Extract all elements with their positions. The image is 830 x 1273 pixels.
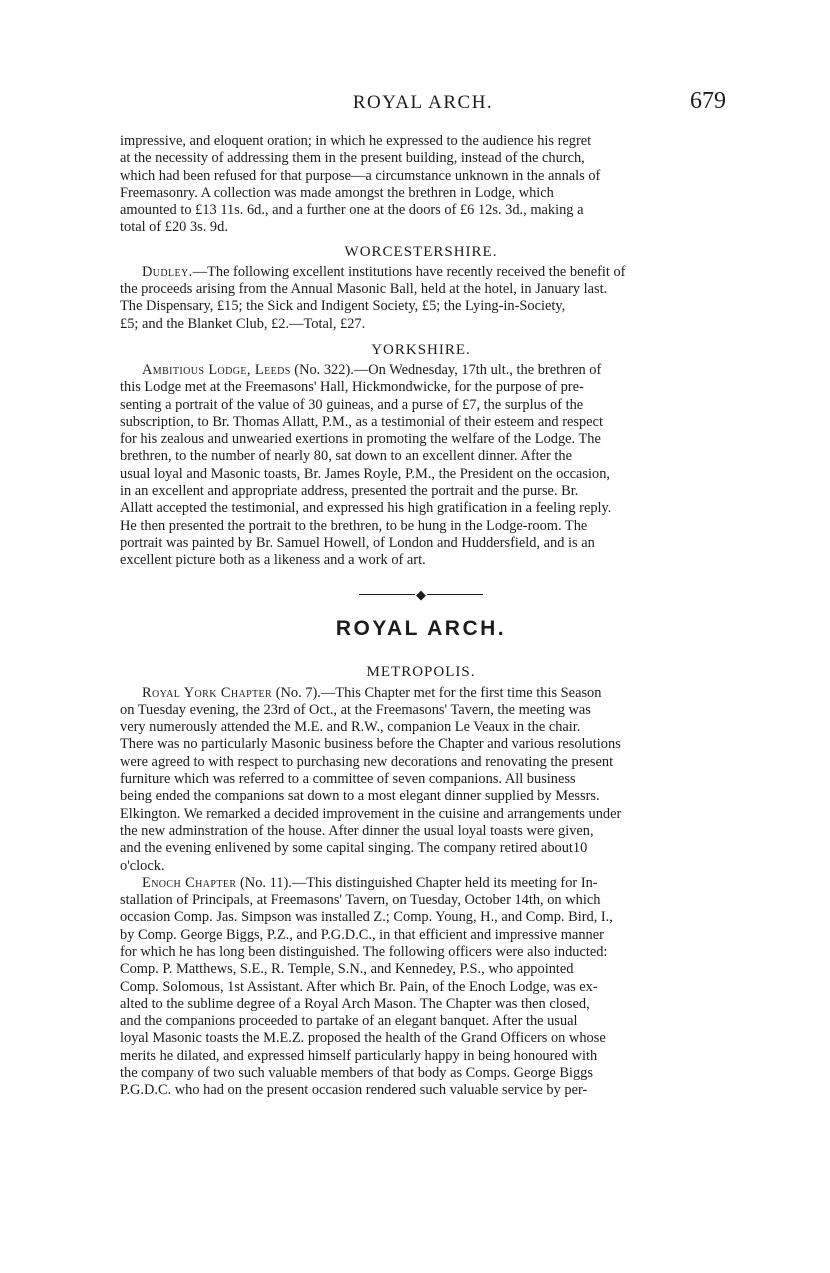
text-line: He then presented the portrait to the brethren, to be hung in the Lodge-room. The <box>120 517 588 534</box>
text-line: Elkington. We remarked a decided improvement in the cuisine and arrangements under <box>120 805 622 822</box>
text-run: (No. 7).—This Chapter met for the first time this Season <box>272 684 602 701</box>
text-line: at the necessity of addressing them in the present building, instead of the church, <box>120 150 585 167</box>
text-line: on Tuesday evening, the 23rd of Oct., at the Freemasons' Tavern, the meeting was <box>120 701 591 718</box>
text-line: usual loyal and Masonic toasts, Br. James Royle, P.M., the President on the occasion, <box>120 465 611 482</box>
text-line: which had been refused for that purpose—a circumstance unknown in the annals of <box>120 167 601 184</box>
page-number: 679 <box>690 88 726 114</box>
divider-rule-left <box>359 594 415 595</box>
text-line: subscription, to Br. Thomas Allatt, P.M., as a testimonial of their esteem and respect <box>120 413 603 430</box>
running-header <box>120 88 726 118</box>
text-line: loyal Masonic toasts the M.E.Z. proposed the health of the Grand Officers on whose <box>120 1030 606 1047</box>
worcestershire-paragraph <box>120 264 722 333</box>
text-line: being ended the companions sat down to a most elegant dinner supplied by Messrs. <box>120 788 600 805</box>
dudley-lead: Dudley. <box>142 263 193 280</box>
text-line: the new adminstration of the house. After dinner the usual loyal toasts were given, <box>120 822 594 839</box>
text-line: There was no particularly Masonic business before the Chapter and various resolutions <box>120 736 621 753</box>
text-line: Comp. P. Matthews, S.E., R. Temple, S.N., and Kennedey, P.S., who appointed <box>120 961 574 978</box>
page-body <box>120 133 722 1100</box>
text-run: —The following excellent institutions have recently received the benefit of <box>192 263 626 280</box>
text-line: the proceeds arising from the Annual Masonic Ball, held at the hotel, in January last. <box>120 281 608 298</box>
section-heading-yorkshire: YORKSHIRE. <box>371 341 471 358</box>
text-line: Comp. Solomous, 1st Assistant. After which Br. Pain, of the Enoch Lodge, was ex- <box>120 978 598 995</box>
section-heading-worcestershire: WORCESTERSHIRE. <box>344 243 498 260</box>
text-line <box>120 264 722 281</box>
text-line: occasion Comp. Jas. Simpson was installed Z.; Comp. Young, H., and Comp. Bird, I., <box>120 909 613 926</box>
text-line: alted to the sublime degree of a Royal Arch Mason. The Chapter was then closed, <box>120 995 590 1012</box>
text-line: and the companions proceeded to partake of an elegant banquet. After the usual <box>120 1013 578 1030</box>
text-line: by Comp. George Biggs, P.Z., and P.G.D.C., in that efficient and impressive manner <box>120 926 604 943</box>
enoch-lead: Enoch Chapter <box>142 874 237 891</box>
text-line <box>120 362 722 379</box>
text-line: The Dispensary, £15; the Sick and Indigent Society, £5; the Lying-in-Society, <box>120 298 566 315</box>
intro-paragraph <box>120 133 722 237</box>
major-heading-royal-arch: ROYAL ARCH. <box>335 616 507 640</box>
yorkshire-paragraph <box>120 362 722 570</box>
text-line: for his zealous and unwearied exertions in promoting the welfare of the Lodge. The <box>120 431 601 448</box>
text-line: very numerously attended the M.E. and R.W., companion Le Veaux in the chair. <box>120 719 581 736</box>
text-line: excellent picture both as a likeness and a work of art. <box>120 552 426 569</box>
text-line: senting a portrait of the value of 30 guineas, and a purse of £7, the surplus of the <box>120 396 584 413</box>
text-line: portrait was painted by Br. Samuel Howell, of London and Huddersfield, and is an <box>120 534 595 551</box>
royal-york-lead: Royal York Chapter <box>142 684 273 701</box>
section-divider <box>120 582 722 608</box>
text-line: stallation of Principals, at Freemasons' Tavern, on Tuesday, October 14th, on which <box>120 892 601 909</box>
divider-rule-right <box>427 594 483 595</box>
running-title: ROYAL ARCH. <box>352 92 494 113</box>
text-line: £5; and the Blanket Club, £2.—Total, £27. <box>120 315 366 332</box>
text-run: (No. 322).—On Wednesday, 17th ult., the brethren of <box>290 361 602 378</box>
ambitious-lodge-lead: Ambitious Lodge, Leeds <box>142 361 291 378</box>
text-line: P.G.D.C. who had on the present occasion rendered such valuable service by per- <box>120 1082 588 1099</box>
text-line: Allatt accepted the testimonial, and expressed his high gratification in a feeling reply. <box>120 500 612 517</box>
section-heading-metropolis: METROPOLIS. <box>366 663 476 680</box>
text-line: for which he has long been distinguished. The following officers were also inducted: <box>120 943 608 960</box>
text-line: furniture which was referred to a committee of seven companions. All business <box>120 771 576 788</box>
diamond-ornament-icon: ◆ <box>416 587 426 603</box>
text-line: amounted to £13 11s. 6d., and a further one at the doors of £6 12s. 3d., making a <box>120 202 584 219</box>
text-line: were agreed to with respect to purchasing new decorations and renovating the present <box>120 753 614 770</box>
enoch-paragraph <box>120 875 722 1100</box>
text-line: impressive, and eloquent oration; in which he expressed to the audience his regret <box>120 133 592 149</box>
text-line <box>120 875 722 892</box>
text-line: o'clock. <box>120 857 165 874</box>
text-run: (No. 11).—This distinguished Chapter held its meeting for In- <box>236 874 598 891</box>
text-line: and the evening enlivened by some capital singing. The company retired about10 <box>120 840 588 857</box>
text-line: merits he dilated, and expressed himself particularly happy in being honoured with <box>120 1047 598 1064</box>
text-line: the company of two such valuable members of that body as Comps. George Biggs <box>120 1065 593 1082</box>
royal-york-paragraph <box>120 685 722 875</box>
text-line: brethren, to the number of nearly 80, sat down to an excellent dinner. After the <box>120 448 572 465</box>
text-line: Freemasonry. A collection was made amongst the brethren in Lodge, which <box>120 184 554 201</box>
text-line: total of £20 3s. 9d. <box>120 219 228 236</box>
text-line: in an excellent and appropriate address, presented the portrait and the purse. Br. <box>120 483 579 500</box>
text-line: this Lodge met at the Freemasons' Hall, Hickmondwicke, for the purpose of pre- <box>120 379 584 396</box>
text-line <box>120 685 722 702</box>
